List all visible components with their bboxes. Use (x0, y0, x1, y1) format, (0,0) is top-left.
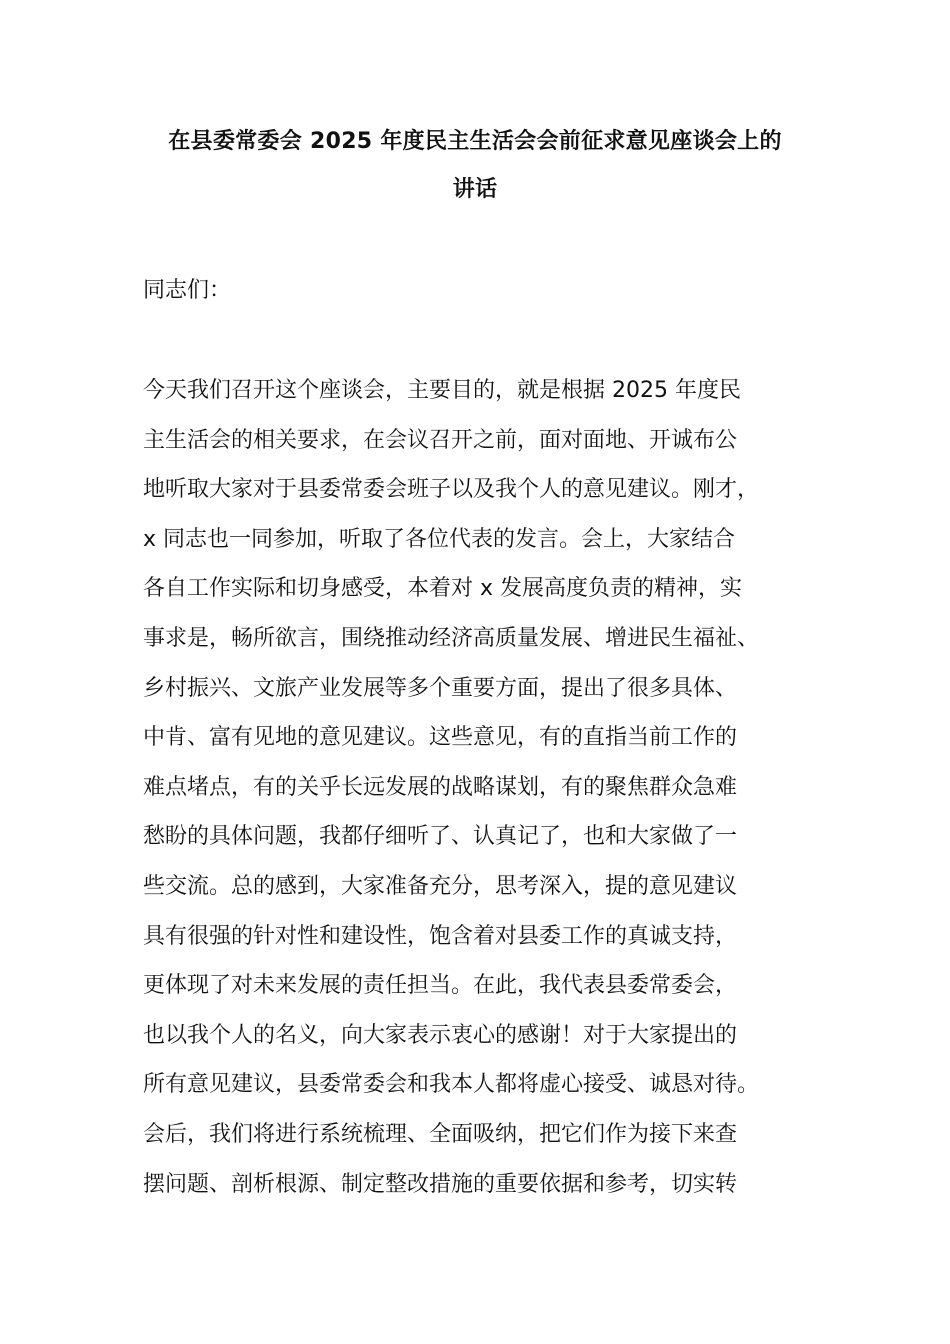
paragraph-line: 更体现了对未来发展的责任担当。在此，我代表县委常委会， (143, 973, 738, 999)
paragraph-line: 主生活会的相关要求，在会议召开之前，面对面地、开诚布公 (143, 427, 738, 453)
paragraph-line: 乡村振兴、文旅产业发展等多个重要方面，提出了很多具体、 (143, 675, 738, 701)
paragraph-line: 中肯、富有见地的意见建议。这些意见，有的直指当前工作的 (143, 725, 738, 751)
title-line: 讲话 (452, 177, 498, 202)
title-line: 在县委常委会 2025 年度民主生活会会前征求意见座谈会上的 (168, 129, 782, 154)
greeting: 同志们： (143, 278, 232, 303)
paragraph-line: 今天我们召开这个座谈会，主要目的，就是根据 2025 年度民 (143, 378, 741, 403)
paragraph-line: 愁盼的具体问题，我都仔细听了、认真记了，也和大家做了一 (143, 824, 738, 850)
paragraph-line: 些交流。总的感到，大家准备充分，思考深入，提的意见建议 (143, 873, 738, 899)
paragraph-line: 所有意见建议，县委常委会和我本人都将虚心接受、诚恳对待。 (143, 1072, 760, 1098)
paragraph-line: 也以我个人的名义，向大家表示衷心的感谢！对于大家提出的 (143, 1022, 738, 1048)
page-title (140, 118, 810, 214)
paragraph-line: 会后，我们将进行系统梳理、全面吸纳，把它们作为接下来查 (143, 1121, 738, 1147)
body-paragraph (143, 366, 823, 1209)
paragraph-line: 难点堵点，有的关乎长远发展的战略谋划，有的聚焦群众急难 (143, 774, 738, 800)
paragraph-line: 事求是，畅所欲言，围绕推动经济高质量发展、增进民生福祉、 (143, 625, 760, 651)
paragraph-line: 具有很强的针对性和建设性，饱含着对县委工作的真诚支持， (143, 923, 738, 949)
paragraph-line: x 同志也一同参加，听取了各位代表的发言。会上，大家结合 (143, 526, 736, 552)
paragraph-line: 地听取大家对于县委常委会班子以及我个人的意见建议。刚才， (143, 477, 760, 503)
paragraph-line: 摆问题、剖析根源、制定整改措施的重要依据和参考，切实转 (143, 1171, 738, 1197)
paragraph-line: 各自工作实际和切身感受，本着对 x 发展高度负责的精神，实 (143, 576, 743, 602)
